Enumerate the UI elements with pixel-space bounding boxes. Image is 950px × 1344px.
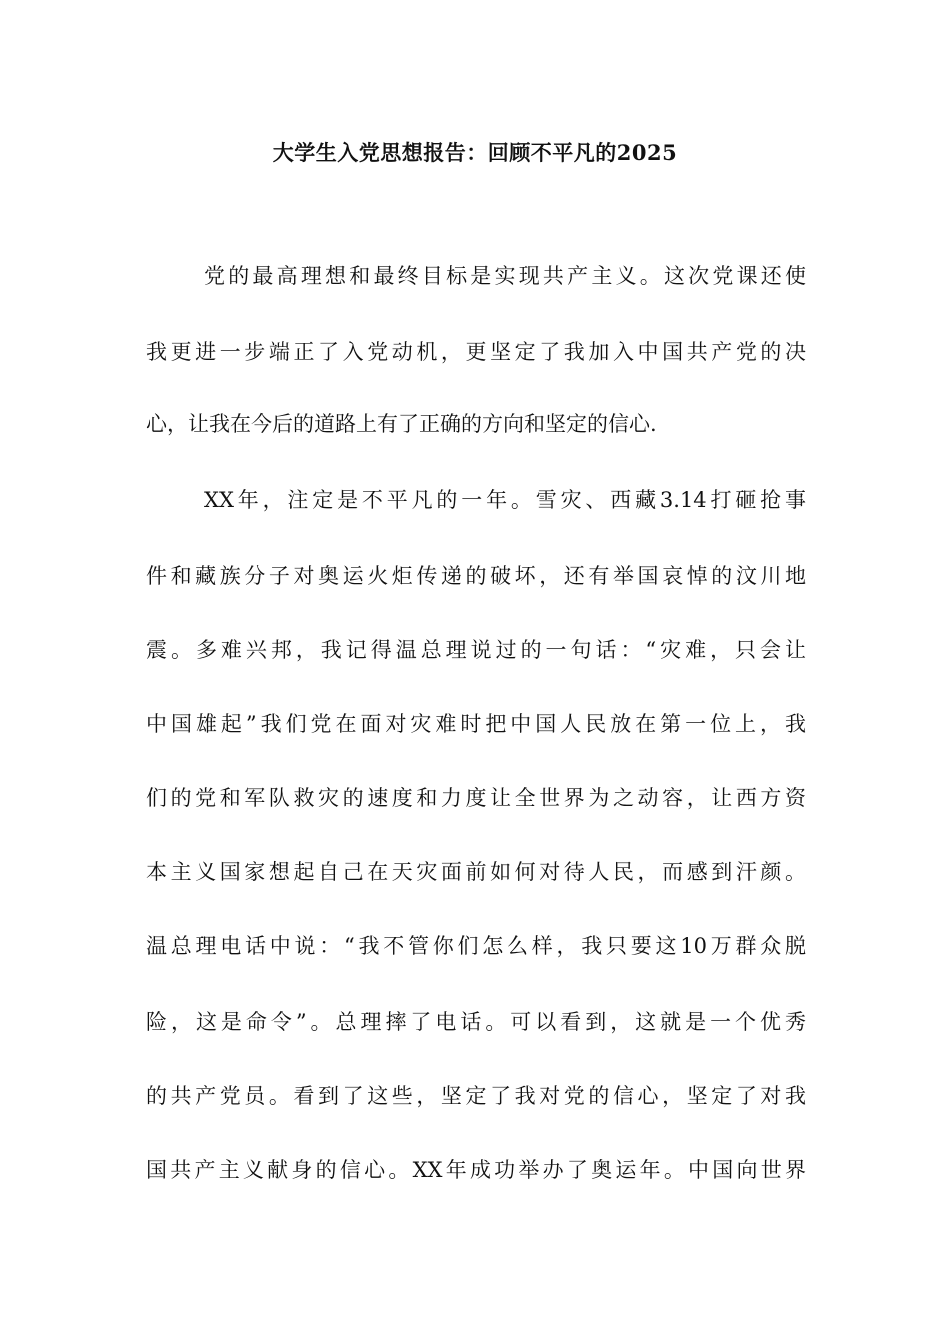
paragraph-2-line-3: 震。多难兴邦，我记得温总理说过的一句话：“灾难，只会让 — [146, 638, 806, 662]
document-title: 大学生入党思想报告：回顾不平凡的2025 — [272, 140, 678, 165]
paragraph-1-line-2: 我更进一步端正了入党动机，更坚定了我加入中国共产党的决 — [146, 340, 806, 364]
paragraph-2-line-10: 国共产主义献身的信心。XX年成功举办了奥运年。中国向世界 — [146, 1158, 806, 1182]
paragraph-2-line-5: 们的党和军队救灾的速度和力度让全世界为之动容，让西方资 — [146, 786, 806, 810]
paragraph-1-line-3: 心，让我在今后的道路上有了正确的方向和坚定的信心. — [146, 412, 657, 436]
paragraph-2-line-4: 中国雄起”我们党在面对灾难时把中国人民放在第一位上，我 — [146, 712, 806, 736]
paragraph-2-line-7: 温总理电话中说：“我不管你们怎么样，我只要这10万群众脱 — [146, 934, 806, 958]
paragraph-2-line-6: 本主义国家想起自己在天灾面前如何对待人民，而感到汗颜。 — [146, 860, 806, 884]
paragraph-2-line-1: XX年，注定是不平凡的一年。雪灾、西藏3.14打砸抢事 — [204, 488, 806, 512]
paragraph-2-line-8: 险，这是命令”。总理摔了电话。可以看到，这就是一个优秀 — [146, 1010, 806, 1034]
paragraph-2-line-2: 件和藏族分子对奥运火炬传递的破坏，还有举国哀悼的汶川地 — [146, 564, 806, 588]
paragraph-1-line-1: 党的最高理想和最终目标是实现共产主义。这次党课还使 — [204, 264, 806, 288]
paragraph-2-line-9: 的共产党员。看到了这些，坚定了我对党的信心，坚定了对我 — [146, 1084, 806, 1108]
